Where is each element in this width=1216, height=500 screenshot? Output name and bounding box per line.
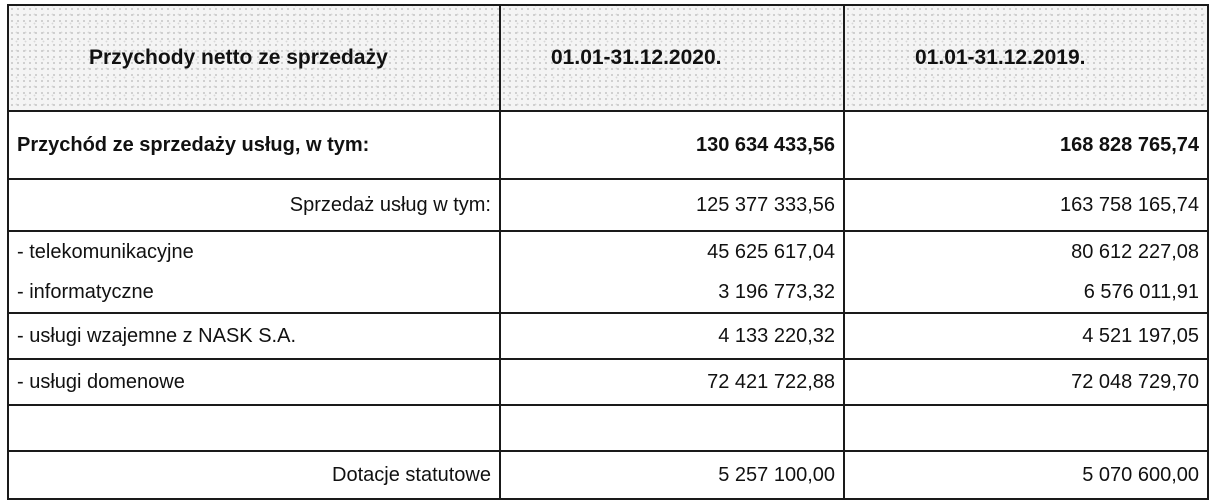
row-label: - usługi domenowe [8,359,500,405]
value-2020: 4 133 220,32 [500,313,844,359]
row-label: - telekomunikacyjne [8,231,500,272]
value-2019: 72 048 729,70 [844,359,1208,405]
value-2020: 72 421 722,88 [500,359,844,405]
revenue-table [7,4,1209,500]
value-2019: 80 612 227,08 [844,231,1208,272]
value-2019: 5 070 600,00 [844,451,1208,499]
row-label: Przychód ze sprzedaży usług, w tym: [8,111,500,179]
value-2019: 168 828 765,74 [844,111,1208,179]
header-2020-cell: 01.01-31.12.2020. [500,5,844,111]
table-row [8,179,1208,231]
header-label-cell: Przychody netto ze sprzedaży [8,5,500,111]
value-2019: 4 521 197,05 [844,313,1208,359]
header-2019-cell: 01.01-31.12.2019. [844,5,1208,111]
revenue-table-container [7,4,1207,486]
row-label: - informatyczne [8,272,500,313]
value-2020: 45 625 617,04 [500,231,844,272]
row-label: Sprzedaż usług w tym: [8,179,500,231]
table-header-row [8,5,1208,111]
table-row [8,359,1208,405]
value-2019: 6 576 011,91 [844,272,1208,313]
table-row [8,111,1208,179]
value-2019: 163 758 165,74 [844,179,1208,231]
value-2019 [844,405,1208,451]
table-row [8,451,1208,499]
table-row [8,313,1208,359]
value-2020: 125 377 333,56 [500,179,844,231]
value-2020: 3 196 773,32 [500,272,844,313]
value-2020: 5 257 100,00 [500,451,844,499]
value-2020: 130 634 433,56 [500,111,844,179]
table-row [8,231,1208,272]
row-label: - usługi wzajemne z NASK S.A. [8,313,500,359]
row-label: Dotacje statutowe [8,451,500,499]
value-2020 [500,405,844,451]
table-row [8,272,1208,313]
row-label [8,405,500,451]
table-row-empty [8,405,1208,451]
